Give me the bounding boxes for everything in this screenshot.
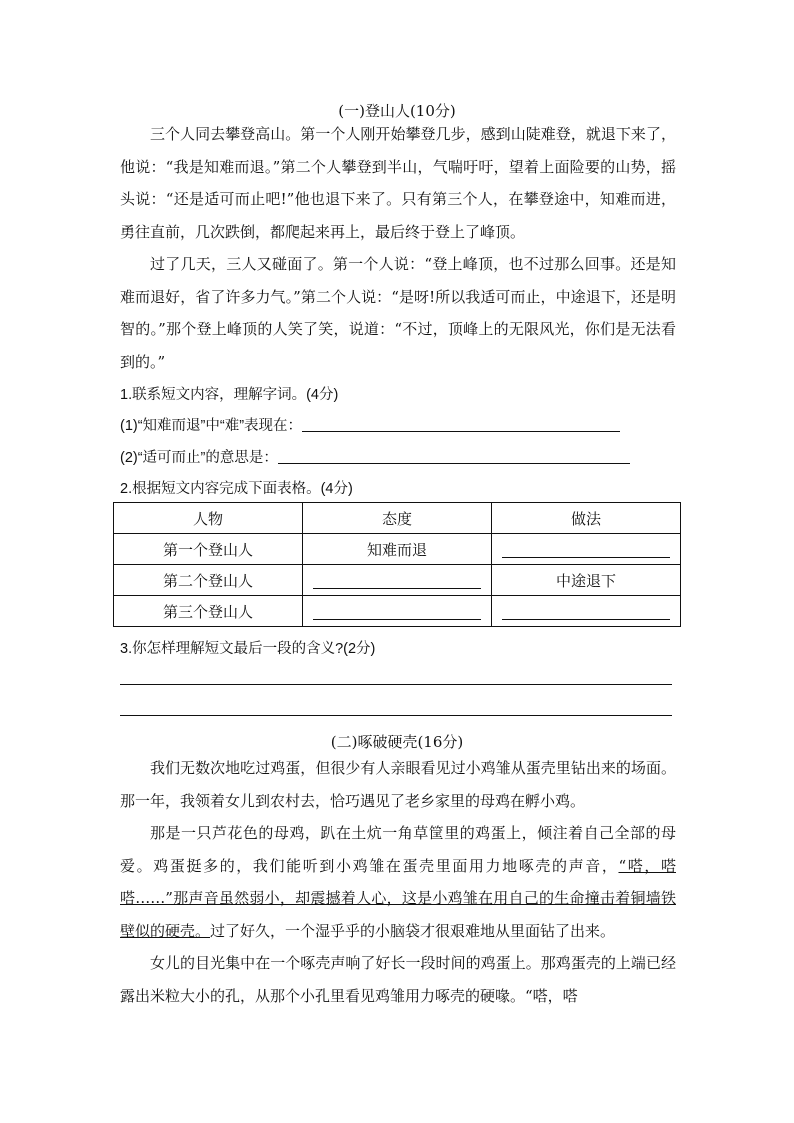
answer-blank-1a[interactable] [302,417,620,432]
paragraph-text: 过了好久，一个湿乎乎的小脑袋才很艰难地从里面钻了出来。 [210,921,616,940]
answer-table [113,502,681,627]
answer-blank[interactable] [502,541,670,558]
question-1a [120,414,620,435]
table-cell-blank[interactable] [492,534,681,565]
table-cell-blank[interactable] [303,565,492,596]
question-3: 3.你怎样理解短文最后一段的含义?(2分) [120,641,376,657]
section1-paragraph-1: 三个人同去攀登高山。第一个人刚开始攀登几步，感到山陡难登，就退下来了，他说：“我是知难而退。”第二个人攀登到半山，气喘吁吁，望着上面险要的山势，摇头说：“还是适可而止吧!”他也退下来了。只有第三个人，在攀登途中，知难而进，勇往直前，几次跌倒，都爬起来再上，最后终于登上了峰顶。 [120,125,676,241]
table-header-cell: 态度 [303,503,492,534]
table-header-row [114,503,681,534]
table-cell: 中途退下 [492,565,681,596]
answer-line[interactable] [120,684,672,685]
section2-paragraph-2 [120,817,676,947]
section1-body [120,118,676,378]
answer-line[interactable] [120,715,672,716]
section1-title: (一)登山人(10分) [338,102,456,120]
underlined-sentence: “嗒，嗒嗒……”那声音虽然弱小，却震撼着人心，这是小鸡雏在用自己的生命撞击着铜墙铁壁似的硬壳。 [120,856,676,940]
paragraph-text: 那是一只芦花色的母鸡，趴在土炕一角草筐里的鸡蛋上，倾注着自己全部的母爱。鸡蛋挺多的，我们能听到小鸡雏在蛋壳里面用力地啄壳的声音， [120,824,676,875]
table-header-cell: 做法 [492,503,681,534]
question-1: 1.联系短文内容，理解字词。(4分) [120,387,339,403]
question-1b [120,446,630,467]
table-cell: 第二个登山人 [114,565,303,596]
table-cell: 知难而退 [303,534,492,565]
answer-blank-1b[interactable] [278,449,630,464]
question-2: 2.根据短文内容完成下面表格。(4分) [120,481,353,497]
answer-blank[interactable] [502,603,670,620]
question-1a-label: (1)“知难而退”中“难”表现在： [120,418,303,434]
answer-blank[interactable] [313,572,481,589]
table-row [114,596,681,627]
section1-paragraph-2: 过了几天，三人又碰面了。第一个人说：“登上峰顶，也不过那么回事。还是知难而退好，省了许多力气。”第二个人说：“是呀!所以我适可而止，中途退下，还是明智的。”那个登上峰顶的人笑了笑，说道：“不过，顶峰上的无限风光，你们是无法看到的。” [120,255,676,371]
section2-title: (二)啄破硬壳(16分) [330,733,464,751]
table-row [114,534,681,565]
table-cell: 第三个登山人 [114,596,303,627]
table-cell-blank[interactable] [303,596,492,627]
table-row [114,565,681,596]
table-cell: 第一个登山人 [114,534,303,565]
question-1b-label: (2)“适可而止”的意思是： [120,450,278,466]
section2-paragraph-3: 女儿的目光集中在一个啄壳声响了好长一段时间的鸡蛋上。那鸡蛋壳的上端已经露出米粒大小的孔，从那个小孔里看见鸡雏用力啄壳的硬喙。“嗒，嗒 [120,954,676,1005]
section2-body [120,752,676,1012]
table-cell-blank[interactable] [492,596,681,627]
table-header-cell: 人物 [114,503,303,534]
section2-paragraph-1: 我们无数次地吃过鸡蛋，但很少有人亲眼看见过小鸡雏从蛋壳里钻出来的场面。那一年，我领着女儿到农村去，恰巧遇见了老乡家里的母鸡在孵小鸡。 [120,759,676,810]
answer-blank[interactable] [313,603,481,620]
